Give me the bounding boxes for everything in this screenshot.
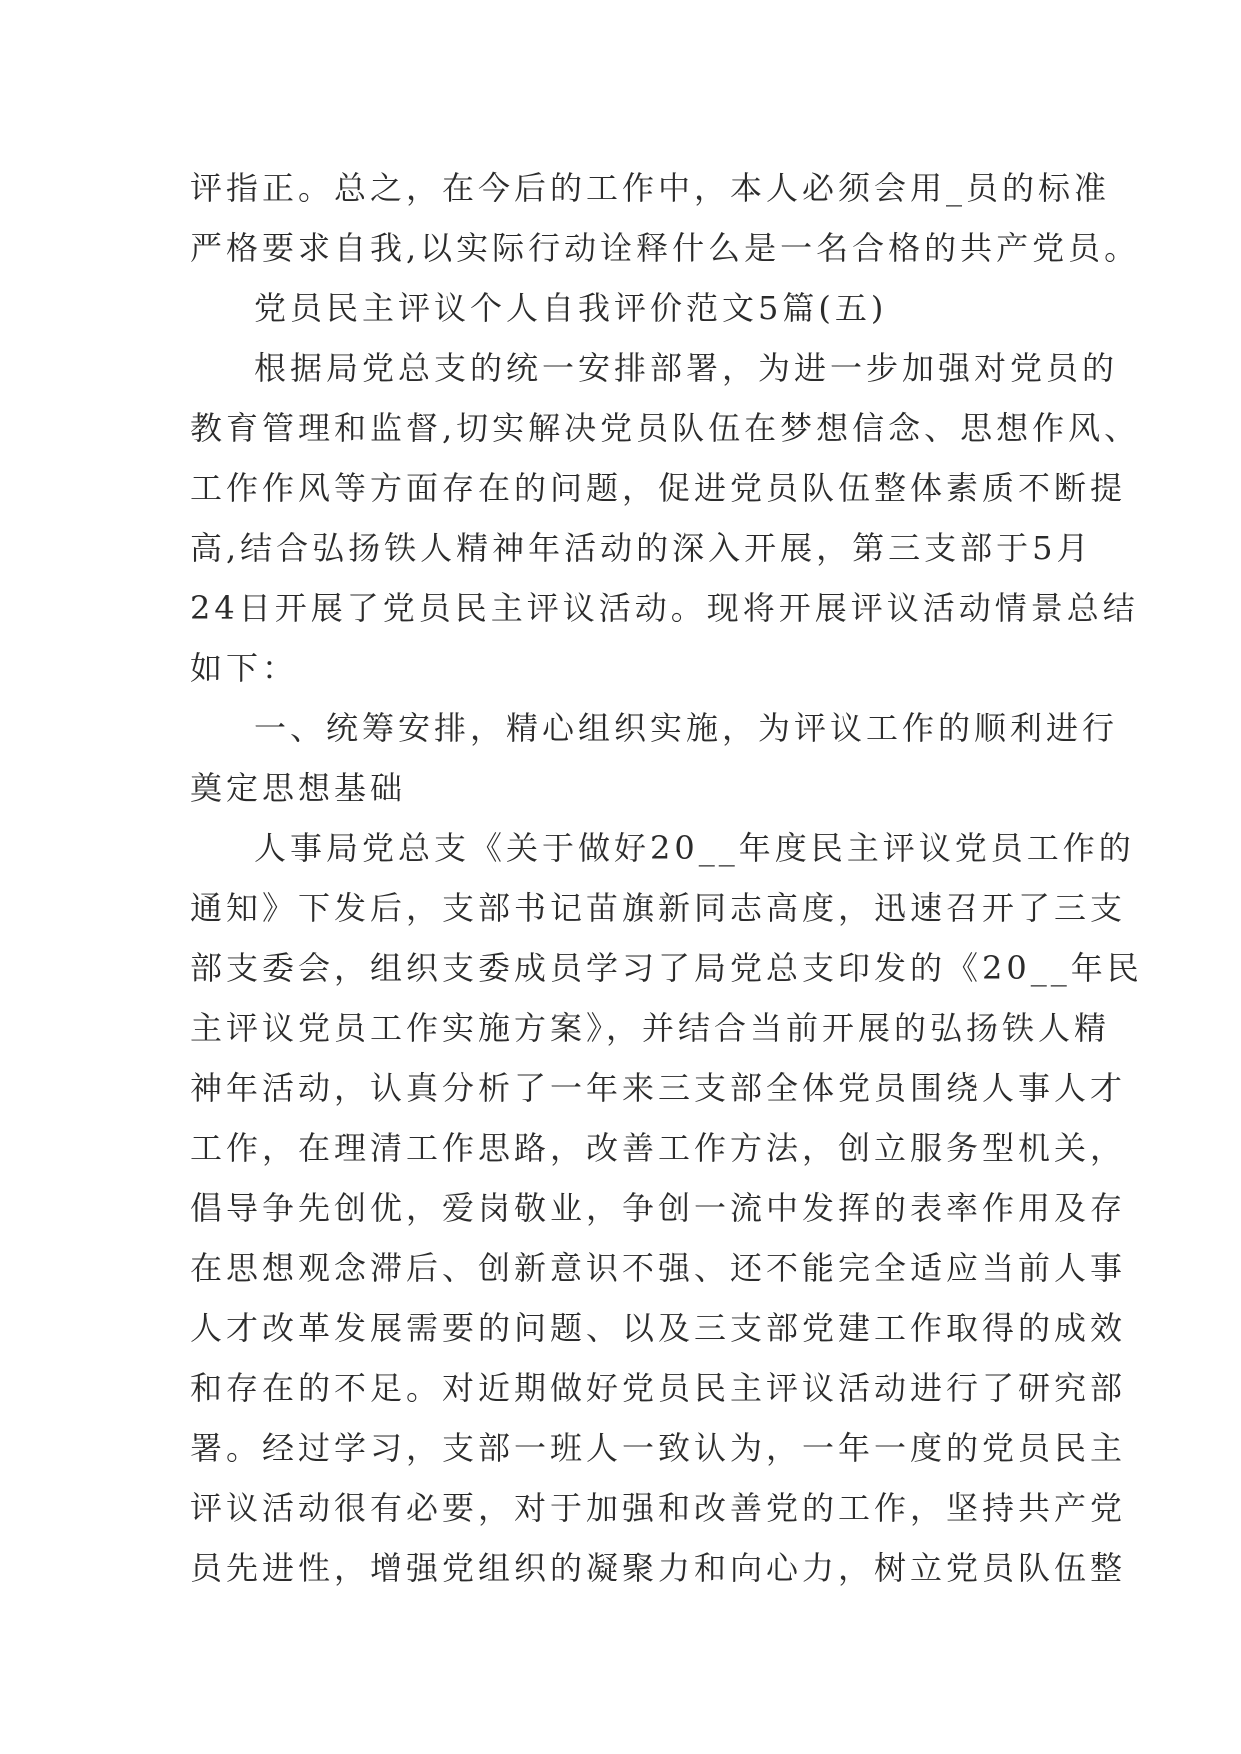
subheading-line-1: 一、统筹安排，精心组织实施，为评议工作的顺利进行 — [254, 709, 1119, 747]
text-line-17: 工作，在理清工作思路，改善工作方法，创立服务型机关， — [190, 1129, 1127, 1167]
text-line-18: 倡导争先创优，爱岗敬业，争创一流中发挥的表率作用及存 — [190, 1189, 1127, 1227]
text-line-8: 24日开展了党员民主评议活动。现将开展评议活动情景总结 — [190, 589, 1139, 627]
text-line-16: 神年活动，认真分析了一年来三支部全体党员围绕人事人才 — [190, 1069, 1127, 1107]
text-line-4: 根据局党总支的统一安排部署，为进一步加强对党员的 — [254, 349, 1119, 387]
text-line-23: 评议活动很有必要，对于加强和改善党的工作，坚持共产党 — [190, 1489, 1127, 1527]
text-line-22: 署。经过学习，支部一班人一致认为，一年一度的党员民主 — [190, 1429, 1127, 1467]
text-line-7: 高,结合弘扬铁人精神年活动的深入开展，第三支部于5月 — [190, 529, 1093, 567]
text-line-19: 在思想观念滞后、创新意识不强、还不能完全适应当前人事 — [190, 1249, 1127, 1287]
text-line-24: 员先进性，增强党组织的凝聚力和向心力，树立党员队伍整 — [190, 1549, 1127, 1587]
text-line-1: 评指正。总之，在今后的工作中，本人必须会用_员的标准 — [190, 169, 1111, 207]
section-title: 党员民主评议个人自我评价范文5篇(五) — [254, 289, 888, 327]
text-line-20: 人才改革发展需要的问题、以及三支部党建工作取得的成效 — [190, 1309, 1127, 1347]
text-line-9: 如下： — [190, 649, 299, 687]
text-line-2: 严格要求自我,以实际行动诠释什么是一名合格的共产党员。 — [190, 229, 1141, 267]
text-line-6: 工作作风等方面存在的问题，促进党员队伍整体素质不断提 — [190, 469, 1127, 507]
subheading-line-2: 奠定思想基础 — [190, 769, 407, 807]
text-line-13: 通知》下发后，支部书记苗旗新同志高度，迅速召开了三支 — [190, 889, 1127, 927]
text-line-5: 教育管理和监督,切实解决党员队伍在梦想信念、思想作风、 — [190, 409, 1141, 447]
text-line-12: 人事局党总支《关于做好20__年度民主评议党员工作的 — [254, 829, 1135, 867]
text-line-14: 部支委会，组织支委成员学习了局党总支印发的《20__年民 — [190, 949, 1143, 987]
text-line-15: 主评议党员工作实施方案》，并结合当前开展的弘扬铁人精 — [190, 1009, 1111, 1047]
text-line-21: 和存在的不足。对近期做好党员民主评议活动进行了研究部 — [190, 1369, 1127, 1407]
